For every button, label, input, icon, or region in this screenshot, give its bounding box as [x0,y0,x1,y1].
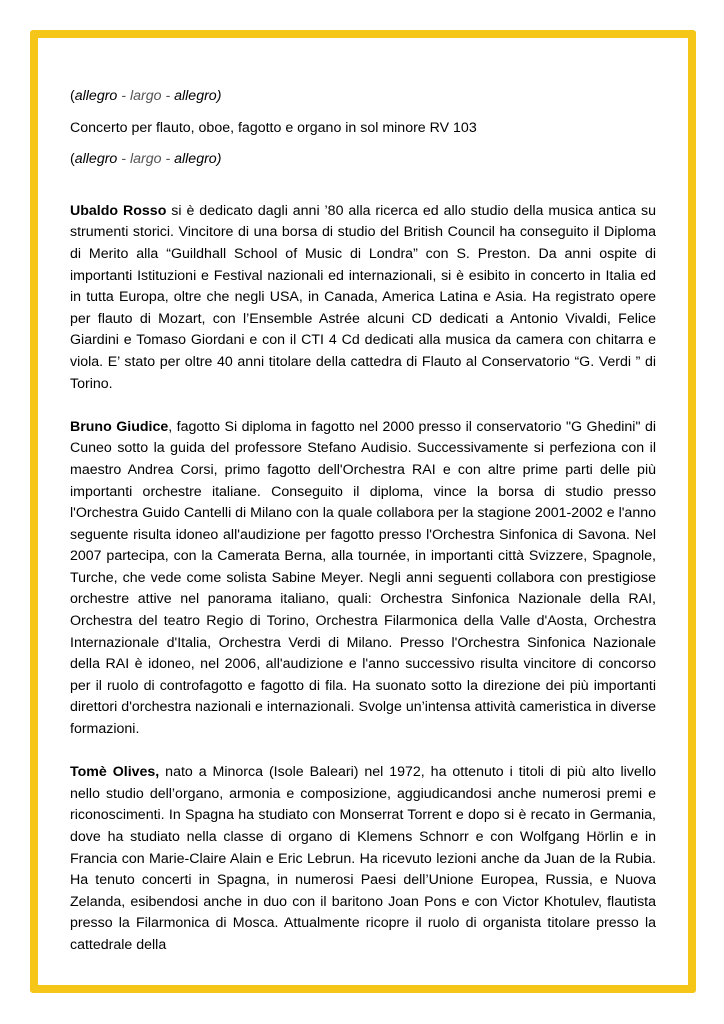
movement-fast: allegro [174,88,217,104]
bio-name: Bruno Giudice [70,418,169,435]
movements-line-2: (allegro - largo - allegro) [70,151,222,168]
concerto-title: Concerto per flauto, oboe, fagotto e organo in sol minore RV 103 [70,119,477,136]
movements-line-1: (allegro - largo - allegro) [70,88,222,104]
movement-fast: allegro [174,151,217,168]
bio-text: , fagotto Si diploma in fagotto nel 2000 presso il conservatorio "G Ghedini" di Cuneo sotto la guida del professore Stefano Audisio. Successivamente si perfeziona con il maestro Andrea Corsi, primo fagotto dell'Orchestra RAI e con altre prime parti delle più importanti orchestre italiane. Conseguito il diploma, vince la borsa di studio presso l'Orchestra Guido Cantelli di Milano con la quale collabora per la stagione 2001-2002 e l'anno seguente risulta idoneo all'audizione per fagotto presso l'Orchestra Sinfonica di Savona. Nel 2007 partecipa, con la Camerata Berna, alla tournée, in importanti città Svizzere, Spagnole, Turche, che vede come solista Sabine Meyer. Negli anni seguenti collabora con prestigiose orchestre attive nel panorama italiano, quali: Orchestra Sinfonica Nazionale della RAI, Orchestra del teatro Regio di Torino, Orchestra Filarmonica della Valle d'Aosta, Orchestra Internazionale d'Italia, Orchestra Verdi di Milano. Presso l'Orchestra Sinfonica Nazionale della RAI è idoneo, nel 2006, all'audizione e l'anno successivo risulta vincitore di concorso per il ruolo di controfagotto e fagotto di fila. Ha suonato sotto la direzione dei più importanti direttori d'orchestra nazionali e internazionali. Svolge un’intensa attività cameristica in diverse formazioni. [70,418,656,738]
bio-bruno-giudice [70,417,656,741]
bio-ubaldo-rosso [70,201,656,395]
bio-name: Tomè Olives, [70,764,160,781]
movement-fast: allegro [74,151,118,168]
movement-fast: allegro [74,88,118,104]
bio-tome-olives [70,762,656,956]
movement-slow: largo [129,151,162,168]
movement-slow: largo [129,88,162,104]
bio-text: si è dedicato dagli anni ’80 alla ricerca ed allo studio della musica antica su strumenti storici. Vincitore di una borsa di studio del British Council ha conseguito il Diploma di Merito alla “Guildhall School of Music di Londra” con S. Preston. Da anni ospite di importanti Istituzioni e Festival nazionali ed internazionali, si è esibito in concerto in Italia ed in tutta Europa, oltre che negli USA, in Canada, America Latina e Asia. Ha registrato opere per flauto di Mozart, con l’Ensemble Astrée alcuni CD dedicati a Antonio Vivaldi, Felice Giardini e Tomaso Giordani e con il CTI 4 Cd dedicati alla musica da camera con chitarra e viola. E’ stato per oltre 40 anni titolare della cattedra di Flauto al Conservatorio “G. Verdi ” di Torino. [70,202,656,392]
document-body [70,86,656,957]
bio-name: Ubaldo Rosso [70,202,167,219]
bio-text: nato a Minorca (Isole Baleari) nel 1972, ha ottenuto i titoli di più alto livello nello studio dell’organo, armonia e composizione, aggiudicandosi anche numerosi premi e riconoscimenti. In Spagna ha studiato con Monserrat Torrent e dopo si è recato in Germania, dove ha studiato nella classe di organo di Klemens Schnorr e con Wolfgang Hörlin e in Francia con Marie-Claire Alain e Eric Lebrun. Ha ricevuto lezioni anche da Juan de la Rubia. Ha tenuto concerti in Spagna, in numerosi Paesi dell’Unione Europea, Russia, e Nuova Zelanda, esibendosi anche in duo con il baritono Joan Pons e con Victor Khotulev, flautista presso la Filarmonica di Mosca. Attualmente ricopre il ruolo di organista titolare presso la cattedrale della [70,764,656,953]
